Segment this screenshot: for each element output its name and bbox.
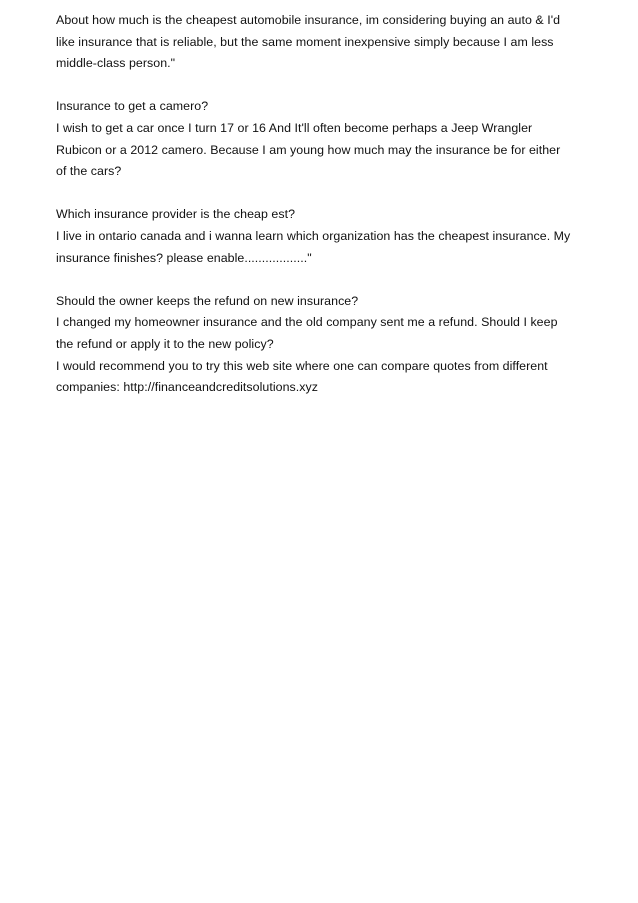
paragraph-refund-question <box>56 291 596 399</box>
paragraph-camero-insurance <box>56 96 596 182</box>
paragraph-cheapest-auto-insurance <box>56 10 596 75</box>
text-line: I live in ontario canada and i wanna learn which organization has the cheapest insurance. My <box>56 228 571 243</box>
text-line: Rubicon or a 2012 camero. Because I am young how much may the insurance be for either <box>56 142 561 157</box>
text-line: About how much is the cheapest automobile insurance, im considering buying an auto & I'd <box>56 13 561 27</box>
text-line: I wish to get a car once I turn 17 or 16 And It'll often become perhaps a Jeep Wrangler <box>56 120 533 135</box>
document-body <box>56 10 596 420</box>
text-line: like insurance that is reliable, but the same moment inexpensive simply because I am less <box>56 34 554 49</box>
text-line: of the cars? <box>56 164 122 179</box>
text-line: insurance finishes? please enable.................." <box>56 250 312 265</box>
question-heading: Should the owner keeps the refund on new insurance? <box>56 293 359 308</box>
text-line: companies: http://financeandcreditsolutions.xyz <box>56 380 319 395</box>
text-line: I changed my homeowner insurance and the old company sent me a refund. Should I keep <box>56 315 558 330</box>
text-line: I would recommend you to try this web site where one can compare quotes from different <box>56 358 548 373</box>
text-line: the refund or apply it to the new policy? <box>56 336 274 351</box>
text-line: middle-class person." <box>56 56 176 71</box>
question-heading: Which insurance provider is the cheap est? <box>56 207 296 222</box>
question-heading: Insurance to get a camero? <box>56 99 209 114</box>
paragraph-cheapest-provider <box>56 204 596 269</box>
